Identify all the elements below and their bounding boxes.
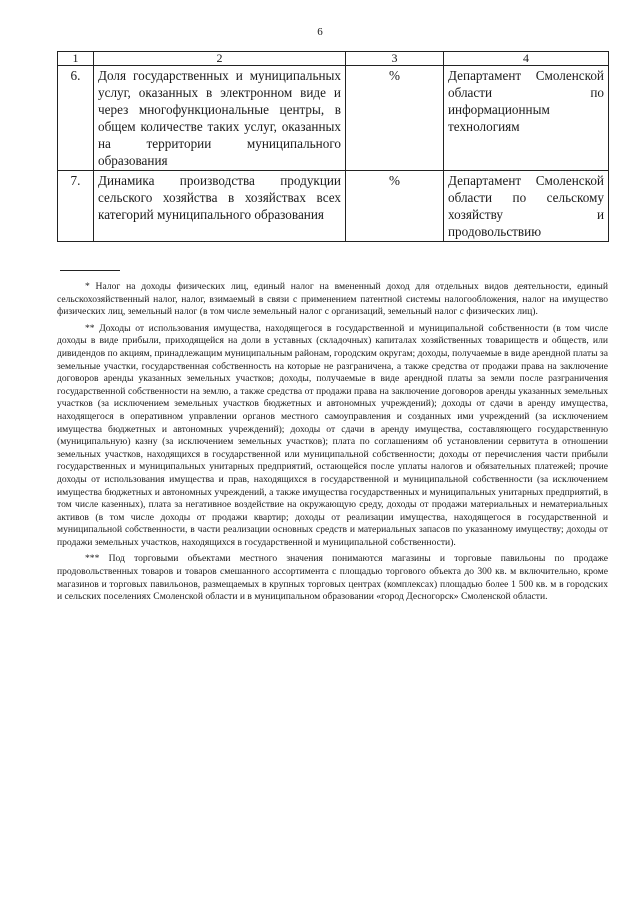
responsible-department: Департамент Смоленской области по информационным технологиям [444, 66, 609, 171]
row-number: 7. [58, 171, 94, 242]
table-header-row [58, 52, 609, 66]
footnote-2: ** Доходы от использования имущества, находящегося в государственной и муниципальной собственности (в том числе доходы в виде прибыли, приходящейся на доли в уставных (складочных) капиталах хозяйственных товариществ и обществ, или дивидендов по акциям, принадлежащим муниципальным районам, городским округам; доходы, получаемые в виде арендной платы за земельные участки, государственная собственность на которые не разграничена, а также средства от продажи права на заключение договоров аренды указанных земельных участков; доходы, получаемые в виде арендной платы за земли после разграничения государственной собственности на землю, а также средства от продажи права на заключение договоров аренды указанных земельных участков (за исключением земельных участков бюджетных и автономных учреждений); доходы от сдачи в аренду имущества, находящегося в оперативном управлении органов местного самоуправления и созданных ими учреждений (за исключением имущества бюджетных и автономных учреждений); доходы от сдачи в аренду имущества, составляющего государственную (муниципальную) казну (за исключением земельных участков); плата по соглашениям об установлении сервитута в отношении земельных участков, находящихся в государственной или муниципальной собственности; доходы от перечисления части прибыли государственных и муниципальных унитарных предприятий, остающейся после уплаты налогов и обязательных платежей; прочие доходы от использования имущества и прав, находящихся в государственной и муниципальной собственности (за исключением имущества бюджетных и автономных учреждений, а также имущества государственных и муниципальных унитарных предприятий, в том числе казенных), плата за негативное воздействие на окружающую среду, доходы от продажи материальных и нематериальных активов (в том числе доходы от продажи квартир; доходы от реализации имущества, находящегося в государственной и муниципальной собственности, в части реализации основных средств и материальных запасов по указанному имуществу; доходы от продажи земельных участков, находящихся в государственной и муниципальной собственности). [57, 322, 608, 548]
table-row [58, 171, 609, 242]
unit-of-measure: % [346, 66, 444, 171]
footnote-divider [60, 270, 120, 271]
row-number: 6. [58, 66, 94, 171]
indicator-description: Динамика производства продукции сельского хозяйства в хозяйствах всех категорий муниципального образования [94, 171, 346, 242]
footnote-1: * Налог на доходы физических лиц, единый налог на вмененный доход для отдельных видов деятельности, единый сельскохозяйственный налог, налог, взимаемый в связи с применением патентной системы налогообложения, налог на имущество физических лиц, земельный налог (в том числе земельный налог с организаций, земельный налог с физических лиц). [57, 281, 608, 318]
unit-of-measure: % [346, 171, 444, 242]
footnotes [57, 281, 608, 608]
header-cell: 3 [346, 52, 444, 66]
responsible-department: Департамент Смоленской области по сельскому хозяйству и продовольствию [444, 171, 609, 242]
indicator-description: Доля государственных и муниципальных услуг, оказанных в электронном виде и через многофункциональные центры, в общем количестве таких услуг, оказанных на территории муниципального образования [94, 66, 346, 171]
page-number: 6 [317, 26, 323, 38]
header-cell: 1 [58, 52, 94, 66]
indicators-table [57, 51, 609, 242]
footnote-3: *** Под торговыми объектами местного значения понимаются магазины и торговые павильоны по продаже продовольственных товаров и товаров смешанного ассортимента с площадью торгового объекта до 300 кв. м включительно, кроме магазинов и торговых павильонов, размещаемых в крупных торговых центрах (комплексах) площадью более 1 500 кв. м в городских и сельских поселениях Смоленской области и в муниципальном образовании «город Десногорск» Смоленской области. [57, 553, 608, 603]
table-row [58, 66, 609, 171]
header-cell: 2 [94, 52, 346, 66]
header-cell: 4 [444, 52, 609, 66]
